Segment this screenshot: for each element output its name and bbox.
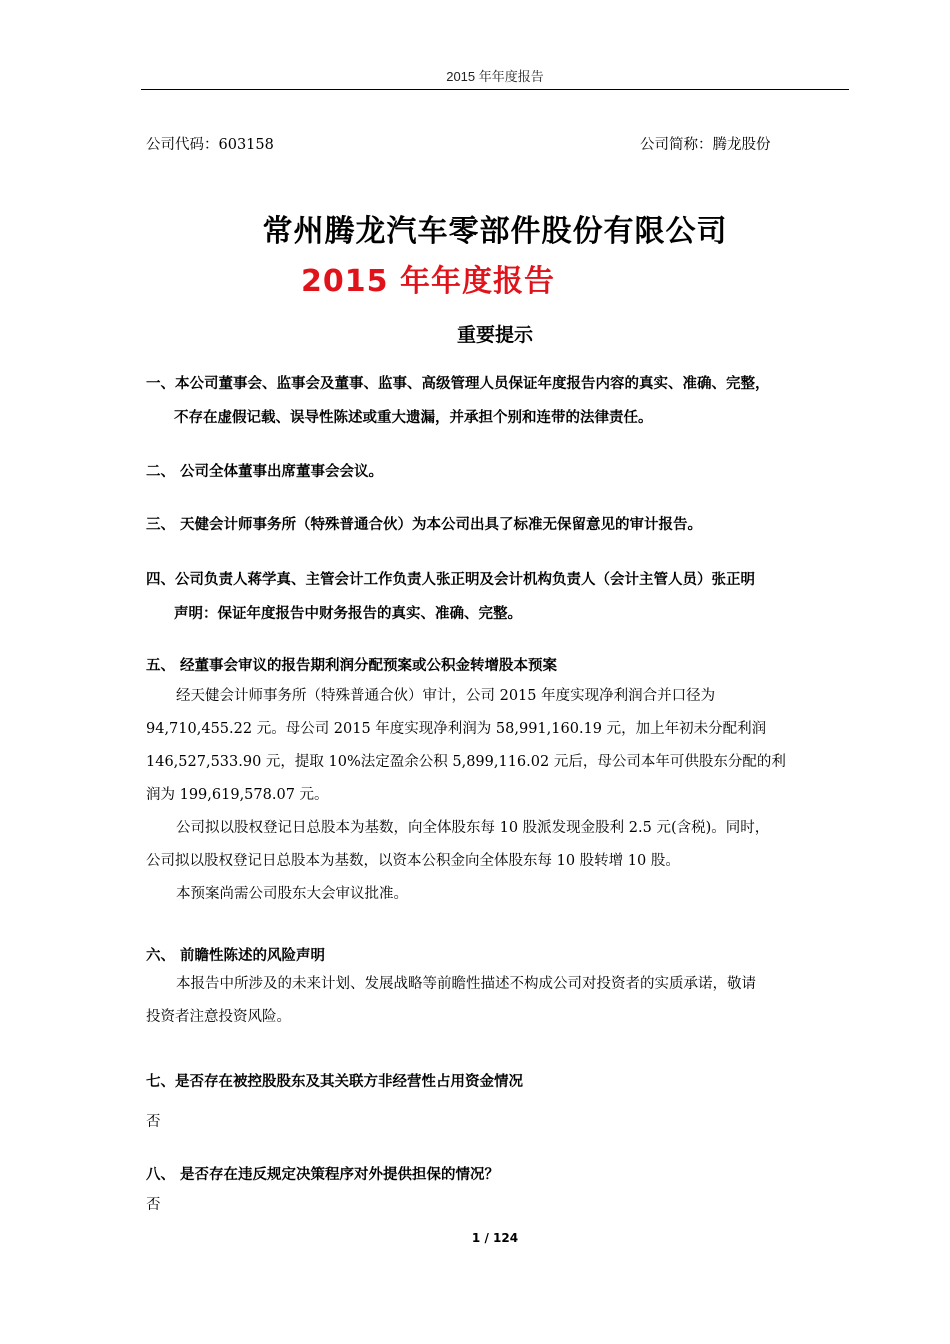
paragraph-line: 投资者注意投资风险。 bbox=[146, 1009, 291, 1025]
section-4 bbox=[146, 568, 755, 623]
paragraph-line: 146,527,533.90 元，提取 10%法定盈余公积 5,899,116.02 元后，母公司本年可供股东分配的利 bbox=[146, 754, 786, 770]
section-5-paragraph-2 bbox=[146, 812, 852, 878]
report-title: 2015 年年度报告 bbox=[301, 264, 555, 299]
section-7-answer: 否 bbox=[146, 1114, 161, 1130]
paragraph-line: 润为 199,619,578.07 元。 bbox=[146, 787, 329, 803]
section-7-heading: 七、是否存在被控股股东及其关联方非经营性占用资金情况 bbox=[146, 1074, 523, 1090]
company-code: 公司代码：603158 bbox=[146, 137, 274, 153]
section-5-heading: 五、 经董事会审议的报告期利润分配预案或公积金转增股本预案 bbox=[146, 658, 558, 674]
section-1-line2: 不存在虚假记载、误导性陈述或重大遗漏，并承担个别和连带的法律责任。 bbox=[174, 410, 653, 426]
notice-title: 重要提示 bbox=[456, 324, 533, 346]
paragraph-line: 公司拟以股权登记日总股本为基数，向全体股东每 10 股派发现金股利 2.5 元(含税)。同时， bbox=[176, 820, 770, 836]
paragraph-line: 本预案尚需公司股东大会审议批准。 bbox=[176, 886, 408, 902]
page-header: 2015 年年度报告 bbox=[446, 69, 544, 84]
section-2 bbox=[146, 460, 383, 481]
paragraph-line: 公司拟以股权登记日总股本为基数，以资本公积金向全体股东每 10 股转增 10 股。 bbox=[146, 853, 680, 869]
section-1 bbox=[146, 372, 770, 427]
section-6-paragraph bbox=[146, 968, 852, 1034]
header-divider bbox=[141, 89, 849, 90]
section-5-paragraph-3 bbox=[146, 878, 852, 911]
page-number: 1 / 124 bbox=[471, 1231, 519, 1245]
section-5-paragraph-1 bbox=[146, 680, 852, 812]
section-1-line1: 一、本公司董事会、监事会及董事、监事、高级管理人员保证年度报告内容的真实、准确、完整， bbox=[146, 376, 770, 392]
company-name: 常州腾龙汽车零部件股份有限公司 bbox=[262, 214, 728, 249]
section-3-line1: 三、 天健会计师事务所（特殊普通合伙）为本公司出具了标准无保留意见的审计报告。 bbox=[146, 517, 703, 533]
section-4-line2: 声明：保证年度报告中财务报告的真实、准确、完整。 bbox=[174, 606, 522, 622]
section-3 bbox=[146, 513, 702, 534]
paragraph-line: 94,710,455.22 元。母公司 2015 年度实现净利润为 58,991,160.19 元，加上年初未分配利润 bbox=[146, 721, 767, 737]
company-short-name: 公司简称：腾龙股份 bbox=[640, 137, 771, 153]
paragraph-line: 本报告中所涉及的未来计划、发展战略等前瞻性描述不构成公司对投资者的实质承诺，敬请 bbox=[176, 976, 756, 992]
section-4-line1: 四、公司负责人蒋学真、主管会计工作负责人张正明及会计机构负责人（会计主管人员）张正明 bbox=[146, 572, 755, 588]
section-2-line1: 二、 公司全体董事出席董事会会议。 bbox=[146, 464, 384, 480]
section-8-heading: 八、 是否存在违反规定决策程序对外提供担保的情况？ bbox=[146, 1167, 500, 1183]
section-6-heading: 六、 前瞻性陈述的风险声明 bbox=[146, 948, 326, 964]
section-8-answer: 否 bbox=[146, 1197, 161, 1213]
paragraph-line: 经天健会计师事务所（特殊普通合伙）审计，公司 2015 年度实现净利润合并口径为 bbox=[176, 688, 716, 704]
